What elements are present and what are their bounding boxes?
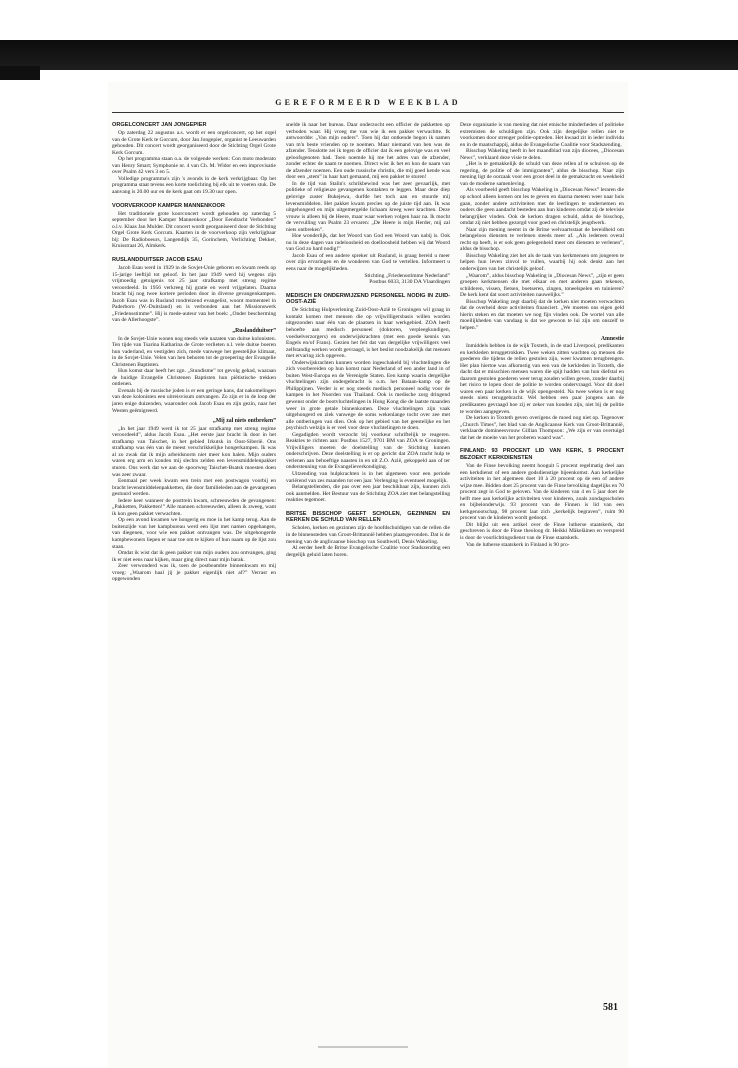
paragraph: De kerken in Toxteth geven overigens de moed nog niet op. Tegenover „Church Times”, het blad van de Anglicaanse Kerk van Groot-Brittannië, verklaarde domineesvrouw Gillian Thompson: „We zijn er van overtuigd dat het de moeite van het proberen waard was”. — [460, 415, 624, 441]
signature-line: Stichting „Friedensstimme Nederland” — [364, 272, 450, 279]
paragraph: Gegadigden wordt verzocht bij voorkeur schriftelijk te reageren. Reakties te richten aan: Postbus 1527, 9701 BM van ZOA te Groningen. Vrijwilligers moeten de doelstelling van de Stichting kunnen onderschrijven. Deze doelstelling is er op gericht dat ZOA tracht hulp te verlenen aan behoeftige naasten in en uit Z.O. Azië, gekoppeld aan of ter ondersteuning van de Evangelieverkondiging. — [286, 431, 450, 471]
paragraph: De Stichting Hulpverlening Zuid-Oost-Azië te Groningen wil graag in kontakt komen met mensen die op vrijwilligersbasis willen worden uitgezonden naar één van de plaatsen in haar werkgebied. ZOA heeft behoefte aan medisch personeel (doktoren, verpleegkundigen, voedselverzorgers) en onderwijskrachten (met een goede kennis van Engels en/of Frans). Gezien het feit dat van dergelijke vrijwilligers veel zelfstandig werken wordt gevraagd, is het beslist noodzakelijk dat mensen met ervaring zich opgeven. — [286, 307, 450, 360]
scan-top-edge — [0, 40, 738, 70]
article-headline: RUSLANDDUITSER JACOB ESAU — [112, 256, 203, 263]
paragraph: Omdat ik wist dat ik geen pakket van mijn ouders zou ontvangen, ging ik er niet eens naar kijken, maar ging direct naar mijn barak. — [112, 550, 276, 563]
subheading: „Ruslandduitser” — [232, 327, 276, 334]
paragraph: Hoe wonderlijk, dat het Woord van God een Woord van nabij is. Ook nu in deze dagen van radeloosheid en doelloosheid hebben wij dat Woord van God zo hard nodig!” — [286, 233, 450, 253]
paragraph: Bisschop Wakeling ziet het als de taak van kerkmensen om jongeren te helpen hun leven zinvol te vullen, waarbij hij ook denkt aan het onderwijzen van het christelijk geloof. — [460, 252, 624, 273]
paragraph: Onderwijskrachten kunnen worden ingeschakeld bij vluchtelingen die zich voorbereiden op hun komst naar Nederland of een ander land in of buiten West-Europa en de Verenigde Staten. Een kamp waarin dergelijke vluchtelingen zijn ondergebracht is o.m. het Bataan-kamp op de Philippijnen. Verder is er nog steeds medisch personeel nodig voor de kampen in het Noorden van Thailand. Ook is medische zorg dringend gewenst onder de bootvluchtelingen in Hong Kong die de laatste maanden weer in grote getale binnenkomen. Deze vluchtelingen zijn vaak uitgehongerd en ziek vanwege de soms wekenlange tocht over zee met alle ontberingen van dien. Ook op het gebied van het geestelijke en het psychisch welzijn is er veel voor deze vluchtelingen te doen. — [286, 359, 450, 432]
paragraph: „Waarom”, aldus bisschop Wakeling in „Diocesan News”, „zijn er geen groepen kerkmensen die met elkaar en met anderen gaan tekenen, schilderen, vissen, fietsen, boetseren, zingen, toneelspelen en tuinieren? De kerk kent dat soort activiteiten nauwelijks.” — [460, 272, 624, 299]
column-2 — [286, 122, 450, 1027]
article-headline: MEDISCH EN ONDERWIJZEND PERSONEEL NODIG IN ZUID-OOST-AZIË — [286, 292, 450, 306]
paragraph: Van de Finse bevolking neemt hooguit 5 procent regelmatig deel aan een kerkdienst of een andere godsdienstige bijeenkomst. Aan kerkelijke activiteiten in het algemeen doet 10 à 20 procent op de een of andere wijze mee. Bidden doet 25 procent van de Finse bevolking dagelijks en 70 procent zegt in God te geloven. Van de kinderen van 4 en 5 jaar doet de helft mee aan kerkelijke activiteiten voor kinderen, zoals zondagsscholen en bijbelonderwijs. 93 procent van de Finnen is lid van een kerkgenootschap, 98 procent laat zich „kerkelijk begraven”, ruim 90 procent van de kinderen wordt gedoopt. — [460, 462, 624, 522]
paragraph: Het traditionele grote koorconcert wordt gehouden op zaterdag 5 september door het Kamper Mannenkoor „Door Eendracht Verbonden” o.l.v. Klaas Jan Mulder. Dit concert wordt georganiseerd door de Stichting Orgel Grote Kerk Gorcum. Kaarten in de voorverkoop zijn verkrijgbaar bij: De Radioboeurs, Langendijk 35, Gorinchem, Verlichting Dekker, Kruisstraat 26, Almkerk. — [112, 210, 276, 250]
paragraph: Als voorbeeld geeft bisschop Wakeling in „Diocesan News” leraren die op school alleen komen om les te geven en daarna meteen weer naar huis gaan, zonder andere activiteiten met de leerlingen te ondernemen en ouders die geen aandacht besteden aan hun kinderen omdat zij de televisie belangrijker vinden. Ook de kerken dragen schuld, aldus de bisschop, omdat zij niet hebben gezorgd voor goed en christelijk jeugdwerk. — [460, 187, 624, 227]
paragraph: Hun komst daar heeft het zgn. „Stundisme” tot gevolg gehad, waaraan de huidige Evangelie Christenen Baptisten hun piëtistische trekken ontlenen. — [112, 368, 276, 388]
article-headline: ORGELCONCERT JAN JONGEPIER — [112, 122, 207, 128]
signature-line: Postbus 6033, 3130 DA Vlaardingen — [369, 279, 450, 286]
paragraph: Scholen, kerken en gezinnen zijn de hoofdschuldigen van de rellen die in de binnensteden van Groot-Brittannië hebben plaatsgevonden. Dat is de mening van de anglicaanse bisschop van Southwell, Denis Wakeling. — [286, 525, 450, 545]
article-headline: BRITSE BISSCHOP GEEFT SCHOLEN, GEZINNEN EN KERKEN DE SCHULD VAN RELLEN — [286, 510, 450, 524]
masthead: GEREFORMEERD WEEKBLAD — [275, 98, 461, 107]
paragraph: Evenals bij de russische joden is er een geringe kans, dat nakomelingen van deze kolonisten een uitreisvisum ontvangen. Zo zijn er in de loop der jaren enige duizenden, waaronder ook Jacob Esau en zijn gezin, naar het Westen geëmigreerd. — [112, 387, 276, 414]
paragraph: Bisschop Wakeling zegt daarbij dat de kerken niet moeten verwachten dat de overheid deze activiteiten financiert. „We moeten ons eigen geld hierin steken en dat moeten we nog fijn vinden ook. De wortel van alle moeilijkheden van vandaag is dat we gewoon te lui zijn om onszelf te helpen.” — [460, 298, 624, 331]
header-rule — [112, 112, 624, 113]
paragraph: „Het is te gemakkelijk de schuld van deze rellen af te schuiven op de regering, de politie of de immigranten”, aldus de bisschop. Naar zijn mening ligt de oorzaak voor een groot deel in de gemakzucht en weekheid van de moderne samenleving. — [460, 161, 624, 187]
scan-top-edge-tab — [0, 66, 40, 80]
paragraph: snelde ik naar het bureau. Daar onderzocht een officier de pakketten op verboden waar. Hij vroeg me van wie ik een pakket verwachtte. Ik antwoordde: „Van mijn ouders”. Toen hij dat ontkende begon ik namen van m'n beste vrienden op te noemen. Maar niemand van hen was de afzender. Tenslotte zei ik tegen de officier dat ik een gelovige was en veel geloofsgenoten had. Toen noemde hij me het adres van de afzender, zonder echter de naam te noemen. Direct wist ik het en kon de naam van de afzender noemen. Een oude russische christin, die mij goed kende was door een „stem” in haar hart gemaand, mij een pakket te sturen! — [286, 122, 450, 181]
paragraph: Iedere keer wanneer de posttrein kwam, schreeuwden de gevangenen: „Pakketten, Pakketten!” Alle mannen schreeuwden, alleen ik zweeg, want ik kon geen pakket verwachten. — [112, 497, 276, 517]
newspaper-page — [108, 82, 628, 1068]
subheading: „Mij zal niets ontbreken” — [212, 418, 276, 425]
paragraph: Uitzending van hulpkrachten is in het algemeen voor een periode variërend van zes maanden tot een jaar. Verlenging is eventueel mogelijk. — [286, 471, 450, 484]
paragraph: „In het jaar 1949 werd ik tot 25 jaar strafkamp met streng regime veroordeeld”, aldus Jacob Esau. „Het eerste jaar bracht ik door in het strafkamp van Taischet, in het gebied Irkutsk in Oost-Siberië. Ons strafkamp was één van de meest verschrikkelijke hongerkampen. Ik was al zo zwak dat ik mijn arbeidsnorm niet meer kon halen. Mijn ouders waren erg arm en konden mij slechts zelden een levensmiddelenpakket sturen. Ons werk dat we aan de spoorweg Taischet-Bsatsk moesten doen was zeer zwaar. — [112, 425, 276, 478]
paragraph: Deze organisatie is van mening dat niet etnische minderheden of politieke extremisten de schuldigen zijn. Ook zijn dergelijke rellen niet te voorkomen door strenger politie-optreden. Het kwaad zit in ieder individu en in de maatschappij, aldus de Evangelische Coalitie voor Stadszending. — [460, 122, 624, 148]
paragraph: Inmiddels hebben in de wijk Toxteth, in de stad Liverpool, predikanten en kerkleden teruggetrokken. Twee weken zitten wachten op mensen die goederen die tijdens de rellen gestolen zijn, weer kwamen terugbrengen. Het plan hiertoe was afkomstig van een van de kerkleden in Toxteth, die dacht dat er misschien mensen waren die spijt hadden van hun diefstal en daarom gestolen goederen weer terug zouden willen geven, zonder daarbij het risico te lopen door de politie te worden ondervraagd. Voor dit doel waren een paar kerken in de wijk opengesteld. Na twee weken is er nog steeds niets teruggebracht. Wel hebben een paar jongens aan de predikanten gevraagd hoe zij er zeker van konden zijn, niet bij de politie te worden aangegeven. — [460, 343, 624, 415]
paragraph: Eenmaal per week kwam een trein met een postwagon voorbij en bracht levensmiddelenpakketten, die door familieleden aan de gevangenen gestuurd werden. — [112, 478, 276, 498]
paragraph: Jacob Esau of een andere spreker uit Rusland, is graag bereid u meer over zijn ervaringen en de wonderen van God te vertellen. Informeert u eens naar de mogelijkheden. — [286, 252, 450, 273]
paragraph: Naar zijn mening neemt in de Britse welvaartsstaat de bereidheid om belangeloos diensten te verlenen steeds meer af. „Als iedereen overal recht op heeft, is er ook geen gelegenheid meer om diensten te verlenen”, aldus de bisschop. — [460, 226, 624, 253]
paragraph: Al eerder heeft de Britse Evangelische Coalitie voor Stadszending een dergelijk geluid laten horen. — [286, 545, 450, 558]
paragraph: Jacob Esau werd in 1929 in de Sovjet-Unie geboren en kwam reeds op 15-jarige leeftijd tot geloof. In het jaar 1949 werd hij wegens zijn vrijmoedig getuigenis tot 25 jaar strafkamp met streng regime veroordeeld. In 1956 verkreeg hij gratie en werd vrijgelaten. Daarna bracht hij nog twee kortere perioden door in diverse gevangenkampen. Jacob Esau was in Rusland rondreizend evangelist, woont momenteel in Paderborn (W.-Duitsland) en is verbonden aan het Missionswerk „Friedensstimme”. Hij is mede-auteur van het boek: „Onder bescherming van de Allerhoogste”. — [112, 265, 276, 324]
paragraph: Volledige programma's zijn 's avonds in de kerk verkrijgbaar. Op het programma staat tevens een korte toelichting bij elk uit te voeren stuk. De aanvang is 20.00 uur en de kerk gaat om 19.30 uur open. — [112, 175, 276, 196]
paragraph: In de Sovjet-Unie wonen nog steeds vele nazaten van duitse kolonisten. Ten tijde van Tsarina Katharina de Grote verlieten n.l. vele duitse boeren hun vaderland, en vestigden zich, mede vanwege het geestelijke klimaat, in de Sovjet-Unie. Velen van hen behoren tot de groepering der Evangelie Christenen Baptisten. — [112, 335, 276, 368]
paragraph: Bisschop Wakeling heeft in het maandblad van zijn diocees, „Diocesan News”, verklaard deze visie te delen. — [460, 148, 624, 161]
column-1 — [112, 122, 276, 1027]
paragraph: Belangstellenden, die pas over een jaar beschikbaar zijn, kunnen zich ook aanmelden. Het Bestuur van de Stichting ZOA ziet met belangstelling reakties tegemoet. — [286, 484, 450, 504]
article-headline: VOORVERKOOP KAMPER MANNENKOOR — [112, 202, 225, 209]
paragraph: Op zaterdag 22 augustus a.s. wordt er een orgelconcert, op het orgel van de Grote Kerk te Gorcum, door Jan Jongepier, organist te Leeuwarden gehouden. Dit concert wordt georganiseerd door de Stichting Orgel Grote Kerk Gorcum. — [112, 130, 276, 156]
paragraph: Dit blijkt uit een artikel over de Finse lutherse staatskerk, dat geschreven is door de Finse theoloog dr. Heikki Mäkeläinen en verspreid is door de voorlichtingsdienst van de Finse staatskerk. — [460, 521, 624, 541]
paragraph: In de tijd van Stalin's schrikbewind was het zeer gevaarlijk, met politieke of religieuze gevangenen kontakten te leggen. Maar deze diep gelovige zuster Bukejewa, durfde het toch aan en stuurde mij levensmiddelen. Het pakket kwam precies op de juiste tijd aan. Ik was uitgehongerd en mijn uitgemergelde lichaam kreeg weer krachten. Deze vrouw is alleen bij de Heere, maar waar werken volgen haar na. Ik mocht de vervulling van Psalm 23 ervaren: „De Heere is mijn Herder, mij zal niets ontbreken”. — [286, 180, 450, 233]
scan-smudge — [318, 1046, 408, 1048]
column-3 — [460, 122, 624, 1027]
paragraph: Van de lutherse staatskerk in Finland is 90 pro- — [466, 541, 570, 548]
article-headline: FINLAND: 93 PROCENT LID VAN KERK, 5 PROCENT BEZOEKT KERKDIENSTEN — [460, 448, 624, 461]
subheading: Amnestie — [600, 335, 624, 342]
paragraph: Zeer verwonderd was ik, toen de postbeambte binnenkwam en mij vroeg: „Waarom haal jij je pakket eigenlijk niet af?” Verrast en opgewonden — [112, 563, 276, 583]
paragraph: Op een avond kwamen we hongerig en moe in het kamp terug. Aan de buitenzijde van het kampbureau werd een lijst met namen opgehangen, van diegenen, voor wie een pakket ontvangen was. De uitgehongerde kampbewoners liepen er naar toe om te kijken of hun naam op de lijst zou staan. — [112, 517, 276, 550]
paragraph: Op het programma staan o.a. de volgende werken: Con moto moderato van Henry Smart; Symphonie nr. 4 van Ch. M. Widor en een improvisatie over Psalm 42 vers 3 en 5. — [112, 156, 276, 176]
page-number: 581 — [603, 1002, 618, 1013]
